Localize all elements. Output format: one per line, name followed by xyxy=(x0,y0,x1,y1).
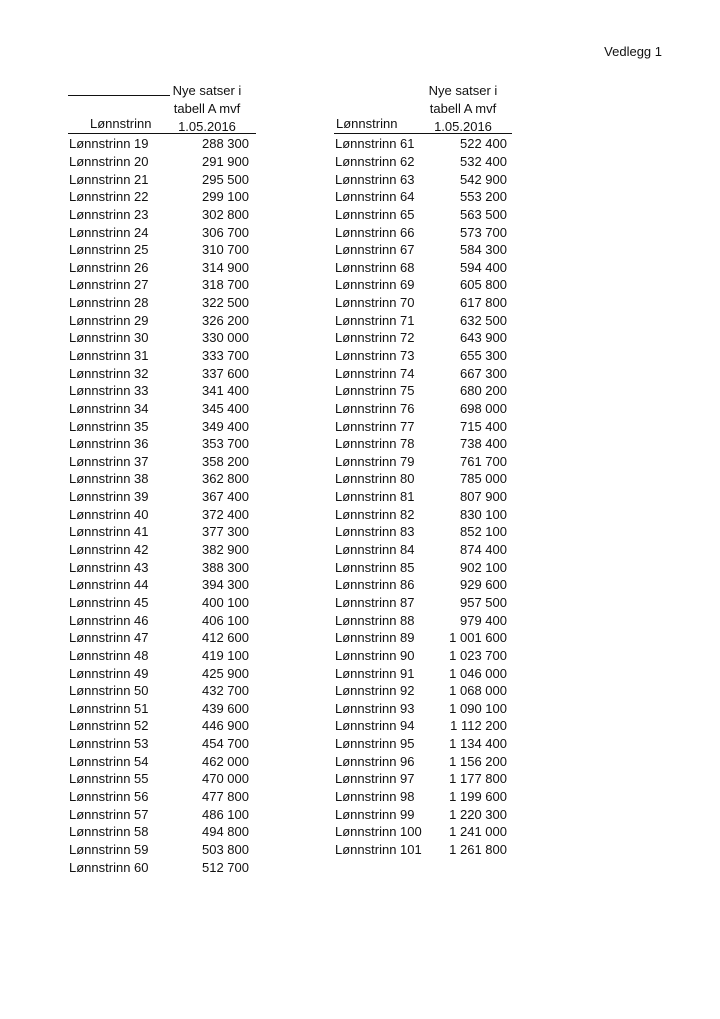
salary-step-label: Lønnstrinn 88 xyxy=(335,612,415,628)
salary-step-label: Lønnstrinn 70 xyxy=(335,295,415,311)
salary-step-label: Lønnstrinn 58 xyxy=(69,824,149,840)
table-row xyxy=(334,170,512,188)
salary-rate-value: 454 700 xyxy=(202,736,249,752)
salary-step-label: Lønnstrinn 57 xyxy=(69,806,149,822)
rate-header-line-3: 1.05.2016 xyxy=(434,119,492,134)
table-row xyxy=(68,629,256,647)
table-row xyxy=(68,329,256,347)
salary-step-label: Lønnstrinn 52 xyxy=(69,718,149,734)
salary-step-label: Lønnstrinn 68 xyxy=(335,259,415,275)
salary-step-label: Lønnstrinn 20 xyxy=(69,153,149,169)
table-row xyxy=(68,823,256,841)
table-row xyxy=(334,453,512,471)
salary-step-label: Lønnstrinn 78 xyxy=(335,436,415,452)
salary-step-label: Lønnstrinn 62 xyxy=(335,153,415,169)
table-row xyxy=(68,223,256,241)
salary-rate-value: 1 220 300 xyxy=(449,806,507,822)
table-row xyxy=(68,770,256,788)
table-row xyxy=(334,823,512,841)
table-row xyxy=(68,594,256,612)
table-row xyxy=(68,276,256,294)
salary-rate-value: 341 400 xyxy=(202,383,249,399)
salary-step-label: Lønnstrinn 31 xyxy=(69,348,149,363)
table-row xyxy=(334,523,512,541)
salary-rate-value: 1 046 000 xyxy=(449,665,507,681)
table-row xyxy=(68,717,256,735)
table-body xyxy=(334,135,512,858)
blank-header-line xyxy=(68,95,170,96)
salary-step-label: Lønnstrinn 77 xyxy=(335,418,415,434)
salary-rate-value: 345 400 xyxy=(202,400,249,416)
table-row xyxy=(68,805,256,823)
salary-rate-value: 563 500 xyxy=(460,206,507,222)
salary-rate-value: 470 000 xyxy=(202,771,249,787)
table-row xyxy=(334,576,512,594)
salary-step-label: Lønnstrinn 67 xyxy=(335,242,415,258)
rate-column-header xyxy=(162,82,252,136)
salary-rate-value: 874 400 xyxy=(460,542,507,558)
salary-step-label: Lønnstrinn 83 xyxy=(335,524,415,540)
salary-rate-value: 512 700 xyxy=(202,859,249,875)
table-row xyxy=(68,294,256,312)
salary-rate-value: 419 100 xyxy=(202,647,249,663)
salary-step-label: Lønnstrinn 72 xyxy=(335,330,415,346)
salary-step-label: Lønnstrinn 33 xyxy=(69,383,149,399)
table-row xyxy=(334,841,512,859)
salary-rate-value: 372 400 xyxy=(202,506,249,522)
salary-step-label: Lønnstrinn 94 xyxy=(335,718,415,734)
salary-rate-value: 406 100 xyxy=(202,612,249,628)
salary-rate-value: 288 300 xyxy=(202,136,249,152)
table-row xyxy=(334,682,512,700)
table-row xyxy=(68,241,256,259)
salary-rate-value: 318 700 xyxy=(202,277,249,293)
salary-step-label: Lønnstrinn 49 xyxy=(69,665,149,681)
table-row xyxy=(68,735,256,753)
salary-step-label: Lønnstrinn 90 xyxy=(335,647,415,663)
table-row xyxy=(334,735,512,753)
table-row xyxy=(68,523,256,541)
table-row xyxy=(68,400,256,418)
table-row xyxy=(68,664,256,682)
salary-step-label: Lønnstrinn 23 xyxy=(69,206,149,222)
salary-rate-value: 617 800 xyxy=(460,295,507,311)
salary-step-label: Lønnstrinn 93 xyxy=(335,700,415,716)
rate-header-line-1: Nye satser i xyxy=(428,83,498,98)
table-row xyxy=(334,470,512,488)
salary-rate-value: 446 900 xyxy=(202,718,249,734)
table-row xyxy=(68,347,256,365)
table-row xyxy=(334,770,512,788)
table-row xyxy=(334,664,512,682)
salary-rate-value: 979 400 xyxy=(460,612,507,628)
salary-step-label: Lønnstrinn 101 xyxy=(335,841,422,857)
rate-header-line-2: tabell A mvf xyxy=(173,101,241,116)
salary-rate-value: 738 400 xyxy=(460,436,507,452)
table-row xyxy=(68,453,256,471)
salary-step-label: Lønnstrinn 53 xyxy=(69,736,149,752)
salary-rate-value: 306 700 xyxy=(202,224,249,240)
table-row xyxy=(334,153,512,171)
salary-rate-value: 594 400 xyxy=(460,259,507,275)
salary-step-label: Lønnstrinn 27 xyxy=(69,277,149,293)
salary-step-label: Lønnstrinn 80 xyxy=(335,471,415,487)
table-header xyxy=(68,82,256,132)
salary-step-label: Lønnstrinn 29 xyxy=(69,312,149,328)
salary-rate-value: 362 800 xyxy=(202,471,249,487)
salary-rate-value: 1 177 800 xyxy=(449,771,507,787)
salary-rate-value: 432 700 xyxy=(202,683,249,699)
salary-rate-value: 330 000 xyxy=(202,330,249,346)
table-header xyxy=(334,82,512,132)
table-row xyxy=(334,294,512,312)
salary-step-label: Lønnstrinn 91 xyxy=(335,665,415,681)
salary-step-label: Lønnstrinn 76 xyxy=(335,400,415,416)
table-row xyxy=(334,717,512,735)
salary-rate-value: 377 300 xyxy=(202,524,249,540)
salary-rate-value: 655 300 xyxy=(460,348,507,363)
table-row xyxy=(68,647,256,665)
salary-step-label: Lønnstrinn 50 xyxy=(69,683,149,699)
rate-header-line-2: tabell A mvf xyxy=(429,101,497,116)
step-column-header: Lønnstrinn xyxy=(90,116,152,131)
rate-header-line-1: Nye satser i xyxy=(172,83,242,98)
salary-step-label: Lønnstrinn 22 xyxy=(69,189,149,205)
salary-step-label: Lønnstrinn 66 xyxy=(335,224,415,240)
table-row xyxy=(68,488,256,506)
table-row xyxy=(68,382,256,400)
table-row xyxy=(334,435,512,453)
salary-rate-value: 326 200 xyxy=(202,312,249,328)
salary-step-label: Lønnstrinn 73 xyxy=(335,348,415,363)
table-row xyxy=(68,788,256,806)
table-row xyxy=(334,347,512,365)
salary-step-label: Lønnstrinn 98 xyxy=(335,789,415,805)
salary-rate-value: 532 400 xyxy=(460,153,507,169)
table-row xyxy=(334,329,512,347)
salary-rate-value: 439 600 xyxy=(202,700,249,716)
salary-rate-value: 761 700 xyxy=(460,453,507,469)
salary-rate-value: 1 090 100 xyxy=(449,700,507,716)
table-row xyxy=(334,135,512,153)
salary-step-label: Lønnstrinn 86 xyxy=(335,577,415,593)
salary-step-label: Lønnstrinn 36 xyxy=(69,436,149,452)
table-row xyxy=(68,858,256,876)
table-row xyxy=(334,752,512,770)
salary-step-label: Lønnstrinn 55 xyxy=(69,771,149,787)
salary-table-right xyxy=(334,82,512,858)
salary-rate-value: 337 600 xyxy=(202,365,249,381)
salary-step-label: Lønnstrinn 79 xyxy=(335,453,415,469)
salary-step-label: Lønnstrinn 74 xyxy=(335,365,415,381)
salary-rate-value: 349 400 xyxy=(202,418,249,434)
salary-step-label: Lønnstrinn 63 xyxy=(335,171,415,187)
salary-rate-value: 367 400 xyxy=(202,489,249,505)
salary-rate-value: 388 300 xyxy=(202,559,249,575)
rate-column-header xyxy=(418,82,508,136)
table-row xyxy=(68,258,256,276)
table-row xyxy=(334,311,512,329)
salary-rate-value: 1 001 600 xyxy=(449,630,507,646)
salary-rate-value: 643 900 xyxy=(460,330,507,346)
table-row xyxy=(68,135,256,153)
salary-rate-value: 353 700 xyxy=(202,436,249,452)
table-row xyxy=(68,206,256,224)
salary-step-label: Lønnstrinn 28 xyxy=(69,295,149,311)
salary-step-label: Lønnstrinn 64 xyxy=(335,189,415,205)
salary-step-label: Lønnstrinn 60 xyxy=(69,859,149,875)
salary-rate-value: 1 199 600 xyxy=(449,789,507,805)
table-row xyxy=(68,311,256,329)
salary-rate-value: 1 261 800 xyxy=(449,841,507,857)
salary-rate-value: 929 600 xyxy=(460,577,507,593)
salary-rate-value: 412 600 xyxy=(202,630,249,646)
table-row xyxy=(334,417,512,435)
salary-step-label: Lønnstrinn 59 xyxy=(69,841,149,857)
table-row xyxy=(334,629,512,647)
salary-rate-value: 1 241 000 xyxy=(449,824,507,840)
table-row xyxy=(334,594,512,612)
salary-rate-value: 358 200 xyxy=(202,453,249,469)
salary-step-label: Lønnstrinn 19 xyxy=(69,136,149,152)
salary-rate-value: 314 900 xyxy=(202,259,249,275)
rate-header-line-3: 1.05.2016 xyxy=(178,119,236,134)
salary-rate-value: 902 100 xyxy=(460,559,507,575)
salary-step-label: Lønnstrinn 41 xyxy=(69,524,149,540)
table-row xyxy=(68,576,256,594)
table-row xyxy=(334,276,512,294)
salary-step-label: Lønnstrinn 87 xyxy=(335,594,415,610)
salary-step-label: Lønnstrinn 44 xyxy=(69,577,149,593)
salary-rate-value: 295 500 xyxy=(202,171,249,187)
salary-rate-value: 299 100 xyxy=(202,189,249,205)
salary-step-label: Lønnstrinn 42 xyxy=(69,542,149,558)
salary-rate-value: 553 200 xyxy=(460,189,507,205)
salary-rate-value: 632 500 xyxy=(460,312,507,328)
salary-step-label: Lønnstrinn 61 xyxy=(335,136,415,152)
salary-table-left xyxy=(68,82,256,876)
salary-rate-value: 394 300 xyxy=(202,577,249,593)
salary-step-label: Lønnstrinn 35 xyxy=(69,418,149,434)
salary-rate-value: 1 156 200 xyxy=(449,753,507,769)
table-row xyxy=(334,558,512,576)
salary-rate-value: 400 100 xyxy=(202,594,249,610)
salary-step-label: Lønnstrinn 97 xyxy=(335,771,415,787)
salary-step-label: Lønnstrinn 99 xyxy=(335,806,415,822)
salary-rate-value: 302 800 xyxy=(202,206,249,222)
salary-rate-value: 322 500 xyxy=(202,295,249,311)
salary-rate-value: 425 900 xyxy=(202,665,249,681)
table-row xyxy=(68,752,256,770)
table-row xyxy=(334,788,512,806)
table-row xyxy=(334,382,512,400)
table-row xyxy=(334,611,512,629)
table-row xyxy=(334,364,512,382)
table-row xyxy=(68,170,256,188)
salary-rate-value: 542 900 xyxy=(460,171,507,187)
salary-rate-value: 807 900 xyxy=(460,489,507,505)
page-label: Vedlegg 1 xyxy=(604,44,662,59)
salary-rate-value: 605 800 xyxy=(460,277,507,293)
table-body xyxy=(68,135,256,876)
table-row xyxy=(68,682,256,700)
table-row xyxy=(68,435,256,453)
salary-step-label: Lønnstrinn 71 xyxy=(335,312,415,328)
salary-step-label: Lønnstrinn 54 xyxy=(69,753,149,769)
salary-step-label: Lønnstrinn 75 xyxy=(335,383,415,399)
salary-rate-value: 477 800 xyxy=(202,789,249,805)
salary-rate-value: 667 300 xyxy=(460,365,507,381)
salary-step-label: Lønnstrinn 56 xyxy=(69,789,149,805)
table-row xyxy=(68,364,256,382)
table-row xyxy=(334,541,512,559)
salary-step-label: Lønnstrinn 47 xyxy=(69,630,149,646)
salary-step-label: Lønnstrinn 38 xyxy=(69,471,149,487)
salary-step-label: Lønnstrinn 69 xyxy=(335,277,415,293)
salary-rate-value: 785 000 xyxy=(460,471,507,487)
salary-rate-value: 852 100 xyxy=(460,524,507,540)
table-row xyxy=(334,805,512,823)
table-row xyxy=(68,541,256,559)
salary-rate-value: 698 000 xyxy=(460,400,507,416)
salary-rate-value: 830 100 xyxy=(460,506,507,522)
salary-rate-value: 1 068 000 xyxy=(449,683,507,699)
table-row xyxy=(68,153,256,171)
salary-step-label: Lønnstrinn 82 xyxy=(335,506,415,522)
salary-step-label: Lønnstrinn 21 xyxy=(69,171,149,187)
salary-step-label: Lønnstrinn 43 xyxy=(69,559,149,575)
salary-rate-value: 584 300 xyxy=(460,242,507,258)
salary-step-label: Lønnstrinn 51 xyxy=(69,700,149,716)
salary-rate-value: 573 700 xyxy=(460,224,507,240)
table-row xyxy=(68,505,256,523)
salary-rate-value: 1 112 200 xyxy=(450,718,507,734)
table-row xyxy=(334,700,512,718)
table-row xyxy=(334,647,512,665)
salary-rate-value: 333 700 xyxy=(202,348,249,363)
salary-step-label: Lønnstrinn 30 xyxy=(69,330,149,346)
salary-step-label: Lønnstrinn 25 xyxy=(69,242,149,258)
table-row xyxy=(68,841,256,859)
salary-rate-value: 291 900 xyxy=(202,153,249,169)
salary-rate-value: 1 134 400 xyxy=(449,736,507,752)
salary-rate-value: 310 700 xyxy=(202,242,249,258)
table-row xyxy=(334,400,512,418)
salary-rate-value: 494 800 xyxy=(202,824,249,840)
table-row xyxy=(334,505,512,523)
salary-rate-value: 957 500 xyxy=(460,594,507,610)
salary-step-label: Lønnstrinn 34 xyxy=(69,400,149,416)
table-row xyxy=(334,241,512,259)
salary-step-label: Lønnstrinn 65 xyxy=(335,206,415,222)
salary-rate-value: 1 023 700 xyxy=(449,647,507,663)
salary-step-label: Lønnstrinn 24 xyxy=(69,224,149,240)
salary-rate-value: 715 400 xyxy=(460,418,507,434)
salary-step-label: Lønnstrinn 45 xyxy=(69,594,149,610)
salary-step-label: Lønnstrinn 89 xyxy=(335,630,415,646)
salary-step-label: Lønnstrinn 48 xyxy=(69,647,149,663)
salary-rate-value: 503 800 xyxy=(202,841,249,857)
salary-rate-value: 680 200 xyxy=(460,383,507,399)
table-row xyxy=(68,558,256,576)
table-row xyxy=(68,188,256,206)
salary-step-label: Lønnstrinn 85 xyxy=(335,559,415,575)
salary-step-label: Lønnstrinn 40 xyxy=(69,506,149,522)
salary-step-label: Lønnstrinn 96 xyxy=(335,753,415,769)
salary-step-label: Lønnstrinn 84 xyxy=(335,542,415,558)
salary-step-label: Lønnstrinn 95 xyxy=(335,736,415,752)
table-row xyxy=(334,223,512,241)
salary-step-label: Lønnstrinn 100 xyxy=(335,824,422,840)
salary-step-label: Lønnstrinn 37 xyxy=(69,453,149,469)
table-row xyxy=(334,258,512,276)
salary-step-label: Lønnstrinn 32 xyxy=(69,365,149,381)
salary-step-label: Lønnstrinn 39 xyxy=(69,489,149,505)
table-row xyxy=(68,700,256,718)
salary-rate-value: 382 900 xyxy=(202,542,249,558)
salary-step-label: Lønnstrinn 81 xyxy=(335,489,415,505)
table-row xyxy=(68,417,256,435)
table-row xyxy=(68,470,256,488)
salary-rate-value: 486 100 xyxy=(202,806,249,822)
table-row xyxy=(334,488,512,506)
table-row xyxy=(334,206,512,224)
step-column-header: Lønnstrinn xyxy=(336,116,398,131)
salary-rate-value: 522 400 xyxy=(460,136,507,152)
salary-step-label: Lønnstrinn 46 xyxy=(69,612,149,628)
salary-step-label: Lønnstrinn 92 xyxy=(335,683,415,699)
table-row xyxy=(68,611,256,629)
table-row xyxy=(334,188,512,206)
salary-step-label: Lønnstrinn 26 xyxy=(69,259,149,275)
salary-rate-value: 462 000 xyxy=(202,753,249,769)
